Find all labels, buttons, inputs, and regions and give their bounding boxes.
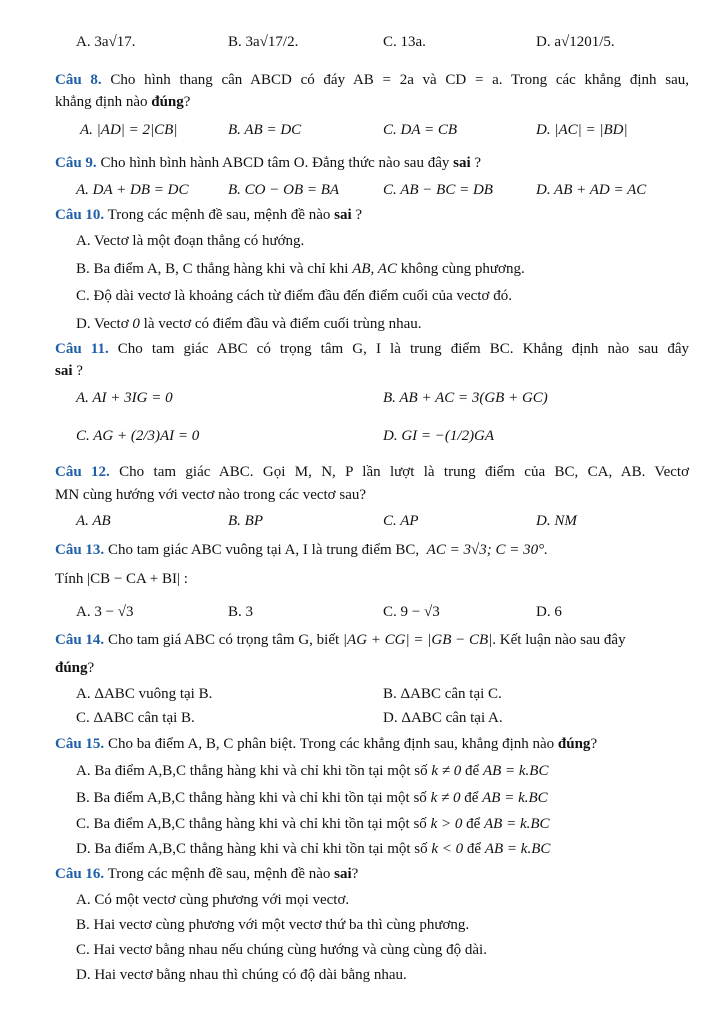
q14-option-c: C. ΔABC cân tại B. bbox=[76, 710, 195, 726]
q11-options-row2 bbox=[0, 423, 725, 449]
q11-option-a: A. AI + 3IG = 0 bbox=[76, 390, 173, 406]
q11-option-b: B. AB + AC = 3(GB + GC) bbox=[383, 390, 548, 406]
q9-texta: Cho hình bình hành ABCD tâm O. Đẳng thức nào sau đây bbox=[100, 155, 454, 171]
q14-options-row2 bbox=[0, 705, 725, 731]
q16-option-c: C. Hai vectơ bằng nhau nếu chúng cùng hướng và cùng cùng độ dài. bbox=[76, 942, 487, 958]
q8-text2c: ? bbox=[183, 94, 191, 110]
q9-number: Câu 9. bbox=[55, 155, 97, 171]
q15-option-c-k: k > 0 bbox=[430, 816, 463, 832]
q15-option-d bbox=[76, 836, 725, 862]
q15-option-a-de: để bbox=[465, 763, 480, 779]
q10-option-b-text1: B. Ba điểm A, B, C thẳng hàng khi và chỉ khi bbox=[76, 261, 353, 277]
q9-options bbox=[0, 177, 725, 203]
q14-text1b: . Kết luận nào sau đây bbox=[492, 632, 626, 648]
q9-textc: ? bbox=[470, 155, 482, 171]
q15-option-a bbox=[76, 758, 725, 784]
q15-option-b-de: để bbox=[464, 790, 479, 806]
q14-option-d: D. ΔABC cân tại A. bbox=[383, 710, 503, 726]
q10-texta: Trong các mệnh đề sau, mệnh đề nào bbox=[107, 207, 335, 223]
q15-option-b-k: k ≠ 0 bbox=[430, 790, 461, 806]
q11-stem-line2 bbox=[55, 358, 725, 384]
q15-textb: đúng bbox=[557, 736, 591, 752]
q12-number: Câu 12. bbox=[55, 464, 110, 480]
q16-textb: sai bbox=[334, 866, 352, 882]
q15-option-c-text: C. Ba điểm A,B,C thẳng hàng khi và chỉ khi tồn tại một số bbox=[76, 816, 427, 832]
q10-option-c: C. Độ dài vectơ là khoảng cách từ điểm đầu đến điểm cuối của vectơ đó. bbox=[76, 288, 512, 304]
q8-options bbox=[0, 117, 725, 143]
q15-option-a-k: k ≠ 0 bbox=[431, 763, 462, 779]
q16-texta: Trong các mệnh đề sau, mệnh đề nào bbox=[107, 866, 335, 882]
q13-stem-line1 bbox=[55, 537, 725, 563]
q12-options bbox=[0, 508, 725, 534]
q9-option-c: C. AB − BC = DB bbox=[383, 182, 493, 198]
q9-option-d: D. AB + AD = AC bbox=[536, 182, 647, 198]
q10-stem bbox=[55, 202, 725, 228]
q15-option-c bbox=[76, 811, 725, 837]
q12-stem-line2: MN cùng hướng với vectơ nào trong các vectơ sau? bbox=[55, 487, 367, 503]
q8-text2b: đúng bbox=[151, 94, 184, 110]
q10-option-b-text2: không cùng phương. bbox=[396, 261, 525, 277]
q14-options-row1 bbox=[0, 681, 725, 707]
q15-option-a-text: A. Ba điểm A,B,C thẳng hàng khi và chỉ khi tồn tại một số bbox=[76, 763, 428, 779]
q8-option-d: D. |AC| = |BD| bbox=[536, 122, 628, 138]
q13-options bbox=[0, 599, 725, 625]
q14-text1a: Cho tam giá ABC có trọng tâm G, biết bbox=[107, 632, 340, 648]
q12-text-line1: Cho tam giác ABC. Gọi M, N, P lần lượt là trung điểm của BC, CA, AB. Vectơ bbox=[119, 464, 690, 480]
q11-text-line1: Cho tam giác ABC có trọng tâm G, I là trung điểm BC. Khẳng định nào sau đây bbox=[117, 341, 689, 357]
q16-option-d: D. Hai vectơ bằng nhau thì chúng có độ dài bằng nhau. bbox=[76, 967, 407, 983]
q15-texta: Cho ba điểm A, B, C phân biệt. Trong các khẳng định sau, khẳng định nào bbox=[107, 736, 558, 752]
q15-stem bbox=[55, 731, 725, 757]
q14-stem-line1 bbox=[55, 627, 725, 653]
q10-option-d-text1: D. Vectơ bbox=[76, 316, 133, 332]
q7-option-c: C. 13a. bbox=[383, 34, 426, 50]
q10-textb: sai bbox=[334, 207, 352, 223]
q13-number: Câu 13. bbox=[55, 542, 105, 558]
q10-option-d-text2: là vectơ có điểm đầu và điểm cuối trùng nhau. bbox=[139, 316, 422, 332]
q12-option-b: B. BP bbox=[228, 513, 263, 529]
q13-given-values: AC = 3√3; C = 30°. bbox=[426, 542, 548, 558]
q14-condition: |AG + CG| = |GB − CB| bbox=[342, 632, 493, 648]
q14-text2c: ? bbox=[87, 660, 95, 676]
q12-option-c: C. AP bbox=[383, 513, 419, 529]
q8-stem-line2 bbox=[55, 89, 725, 115]
q13-stem-line2: Tính |CB − CA + BI| : bbox=[55, 571, 188, 587]
q15-option-d-text: D. Ba điểm A,B,C thẳng hàng khi và chỉ khi tồn tại một số bbox=[76, 841, 428, 857]
q7-option-a: A. 3a√17. bbox=[76, 34, 136, 50]
q10-option-d bbox=[76, 311, 725, 337]
q16-option-a: A. Có một vectơ cùng phương với mọi vectơ. bbox=[76, 892, 350, 908]
q9-textb: sai bbox=[453, 155, 471, 171]
q14-text2: đúng bbox=[55, 660, 88, 676]
q13-option-a: A. 3 − √3 bbox=[76, 604, 134, 620]
q14-option-a: A. ΔABC vuông tại B. bbox=[76, 686, 213, 702]
q11-options-row1 bbox=[0, 385, 725, 411]
q16-textc: ? bbox=[351, 866, 359, 882]
q9-option-a: A. DA + DB = DC bbox=[76, 182, 189, 198]
q13-option-d: D. 6 bbox=[536, 604, 562, 620]
q15-option-c-eq: AB = k.BC bbox=[484, 816, 550, 832]
q15-option-d-de: để bbox=[466, 841, 482, 857]
q14-stem-line2 bbox=[55, 655, 725, 681]
q11-number: Câu 11. bbox=[55, 341, 109, 357]
q11-text2c: ? bbox=[72, 363, 83, 379]
q10-option-b bbox=[76, 256, 725, 282]
q12-option-a: A. AB bbox=[76, 513, 111, 529]
q15-option-c-de: để bbox=[466, 816, 481, 832]
q15-option-b-eq: AB = k.BC bbox=[482, 790, 548, 806]
q13-texta: Cho tam giác ABC vuông tại A, I là trung điểm BC, bbox=[107, 542, 420, 558]
q10-option-d-zero-vector: 0 bbox=[132, 316, 140, 332]
q13-option-b: B. 3 bbox=[228, 604, 254, 620]
q10-option-b-math: AB, AC bbox=[352, 261, 397, 277]
q8-option-a: A. |AD| = 2|CB| bbox=[80, 122, 178, 138]
q14-number: Câu 14. bbox=[55, 632, 105, 648]
q11-text2: sai bbox=[55, 363, 73, 379]
q8-text-line1: Cho hình thang cân ABCD có đáy AB = 2a và CD = a. Trong các khẳng định sau, bbox=[110, 72, 689, 88]
q15-option-d-eq: AB = k.BC bbox=[484, 841, 551, 857]
q10-textc: ? bbox=[351, 207, 363, 223]
q16-number: Câu 16. bbox=[55, 866, 105, 882]
q11-option-c: C. AG + (2/3)AI = 0 bbox=[76, 428, 200, 444]
q10-number: Câu 10. bbox=[55, 207, 105, 223]
q9-option-b: B. CO − OB = BA bbox=[228, 182, 340, 198]
q8-text2a: khẳng định nào bbox=[55, 94, 152, 110]
q15-option-d-k: k < 0 bbox=[431, 841, 464, 857]
q7-option-b: B. 3a√17/2. bbox=[228, 34, 299, 50]
q15-option-b-text: B. Ba điểm A,B,C thẳng hàng khi và chỉ khi tồn tại một số bbox=[76, 790, 427, 806]
q14-option-b: B. ΔABC cân tại C. bbox=[383, 686, 502, 702]
q12-option-d: D. NM bbox=[536, 513, 577, 529]
q15-option-b bbox=[76, 785, 725, 811]
q16-stem bbox=[55, 861, 725, 887]
q15-textc: ? bbox=[590, 736, 598, 752]
q8-option-c: C. DA = CB bbox=[383, 122, 458, 138]
q11-option-d: D. GI = −(1/2)GA bbox=[383, 428, 495, 444]
q8-option-b: B. AB = DC bbox=[228, 122, 302, 138]
q15-number: Câu 15. bbox=[55, 736, 105, 752]
q7-option-d: D. a√1201/5. bbox=[536, 34, 615, 50]
q16-option-b: B. Hai vectơ cùng phương với một vectơ thứ ba thì cùng phương. bbox=[76, 917, 470, 933]
q15-option-a-eq: AB = k.BC bbox=[482, 763, 549, 779]
q7-options bbox=[0, 29, 725, 55]
q9-stem bbox=[55, 150, 725, 176]
q10-option-a: A. Vectơ là một đoạn thẳng có hướng. bbox=[76, 233, 305, 249]
q13-option-c: C. 9 − √3 bbox=[383, 604, 440, 620]
q8-number: Câu 8. bbox=[55, 72, 102, 88]
